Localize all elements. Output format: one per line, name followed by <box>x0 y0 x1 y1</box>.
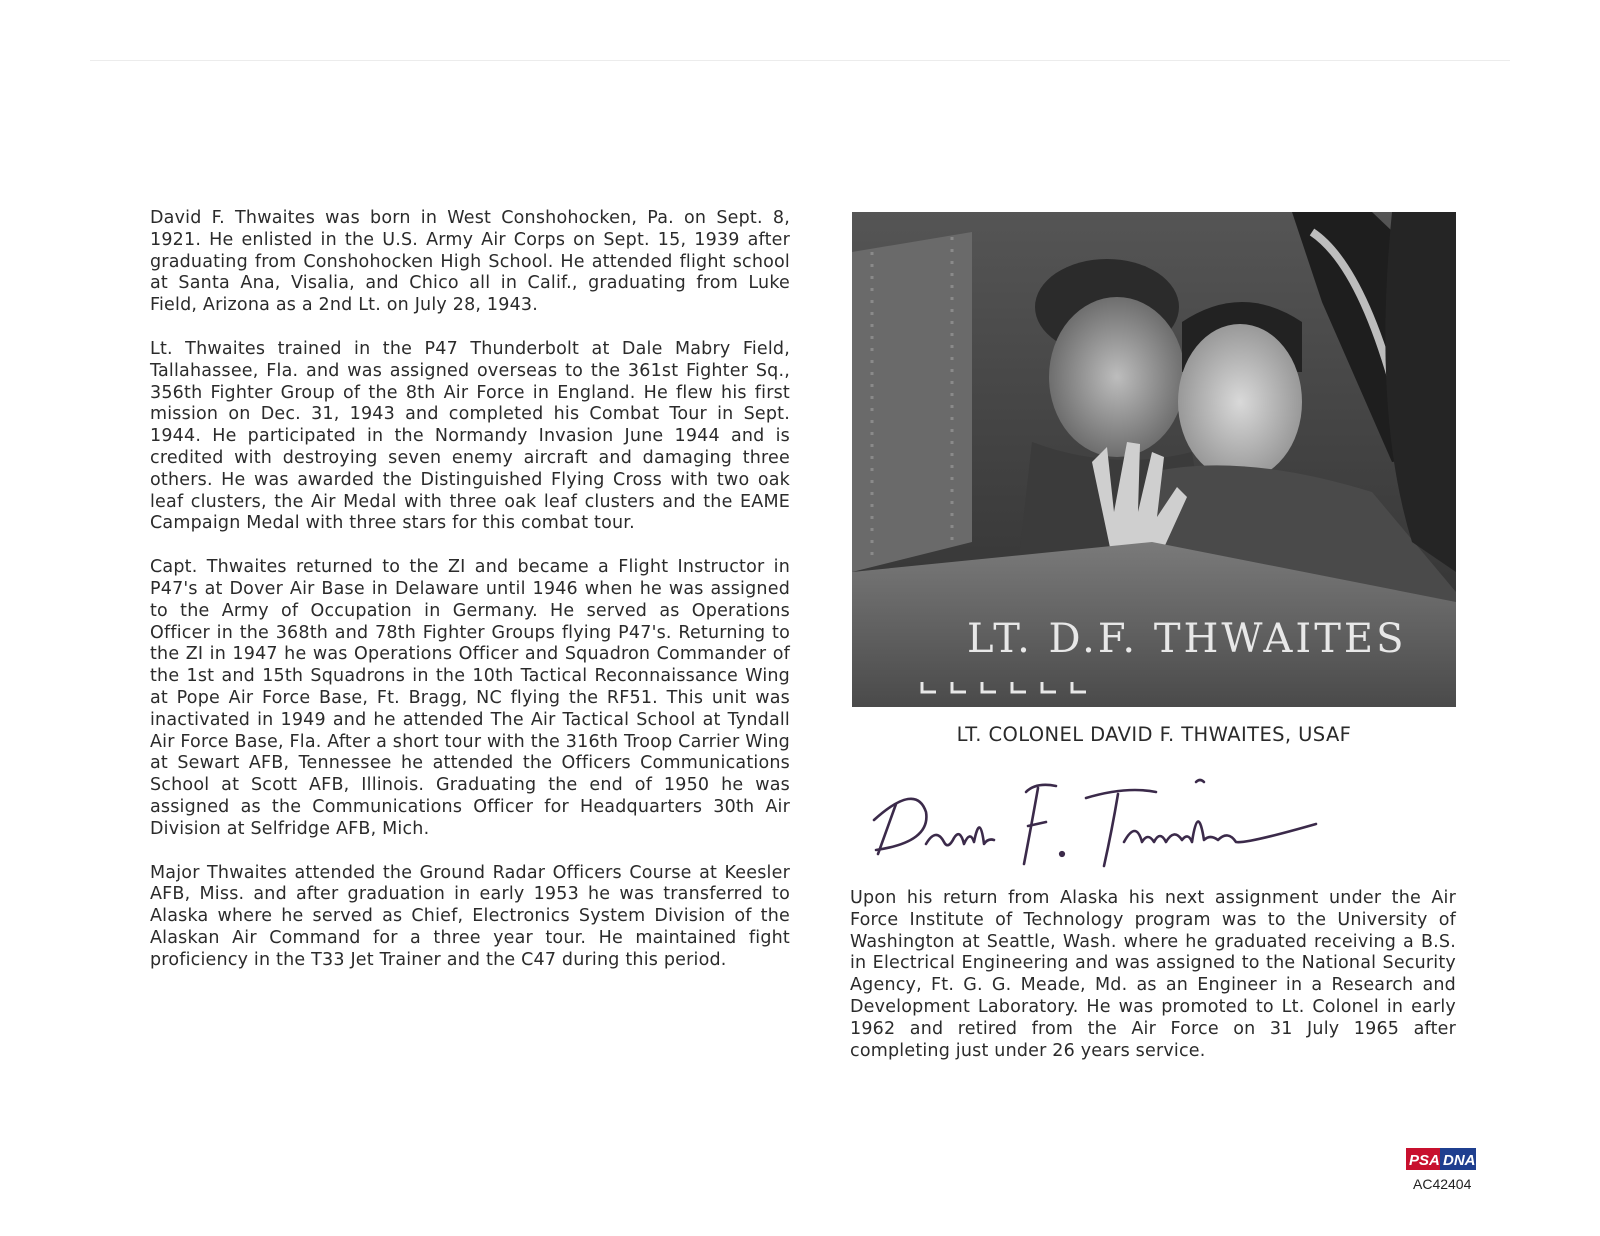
fuselage-lettering: LT. D.F. THWAITES <box>967 616 1407 662</box>
bio-paragraph-later-career: Upon his return from Alaska his next assignment under the Air Force Institute of Technology program was to the University of Washington at Seattle, Wash. where he graduated receiving a B.S. in Electrical Engineering and was assigned to the National Security Agency, Ft. G. G. Meade, Md. as an Engineer in a Research and Development Laboratory. He was promoted to Lt. Colonel in early 1962 and retired from the Air Force on 31 July 1965 after completing just under 26 years service. <box>850 888 1456 1061</box>
svg-text:PSA: PSA <box>1409 1152 1440 1169</box>
bio-paragraph-wwii: Lt. Thwaites trained in the P47 Thunderbolt at Dale Mabry Field, Tallahassee, Fla. and was assigned overseas to the 361st Fighter Sq., 356th Fighter Group of the 8th Air Force in England. He flew his first mission on Dec. 31, 1943 and completed his Combat Tour in Sept. 1944. He participated in the Normandy Invasion June 1944 and is credited with destroying seven enemy aircraft and damaging three others. He was awarded the Distinguished Flying Cross with two oak leaf clusters, the Air Medal with three oak leaf clusters and the EAME Campaign Medal with three stars for this combat tour. <box>150 338 790 534</box>
certification-number: AC42404 <box>1413 1176 1472 1192</box>
biography-left-column <box>150 208 790 994</box>
photo-caption: LT. COLONEL DAVID F. THWAITES, USAF <box>956 723 1352 746</box>
biography-right-column <box>850 888 1456 1062</box>
bio-paragraph-postwar: Capt. Thwaites returned to the ZI and became a Flight Instructor in P47's at Dover Air Base in Delaware until 1946 when he was assigned to the Army of Occupation in Germany. He served as Operations Officer in the 368th and 78th Fighter Groups flying P47's. Returning to the ZI in 1947 he was Operations Officer and Squadron Commander of the 1st and 15th Squadrons in the 10th Tactical Reconnaissance Wing at Pope Air Force Base, Ft. Bragg, NC flying the RF51. This unit was inactivated in 1949 and he attended The Air Tactical School at Tyndall Air Force Base, Fla. After a short tour with the 316th Troop Carrier Wing at Sewart AFB, Tennessee he attended the Officers Communications School at Scott AFB, Illinois. Graduating the end of 1950 he was assigned as the Communications Officer for Headquarters 30th Air Division at Selfridge AFB, Mich. <box>150 557 790 839</box>
bio-paragraph-early-life: David F. Thwaites was born in West Conshohocken, Pa. on Sept. 8, 1921. He enlisted in the U.S. Army Air Corps on Sept. 15, 1939 after graduating from Conshohocken High School. He attended flight school at Santa Ana, Visalia, and Chico all in Calif., graduating from Luke Field, Arizona as a 2nd Lt. on July 28, 1943. <box>150 208 790 316</box>
cockpit-photo <box>852 212 1456 707</box>
bio-paragraph-alaska: Major Thwaites attended the Ground Radar Officers Course at Keesler AFB, Miss. and after graduation in early 1953 he was transferred to Alaska where he served as Chief, Electronics System Division of the Alaskan Air Command for a three year tour. He maintained fight proficiency in the T33 Jet Trainer and the C47 during this period. <box>150 862 790 970</box>
svg-text:DNA: DNA <box>1443 1152 1476 1169</box>
page-top-edge <box>90 60 1510 61</box>
psa-dna-logo <box>1406 1148 1476 1170</box>
autograph-signature <box>856 772 1326 882</box>
